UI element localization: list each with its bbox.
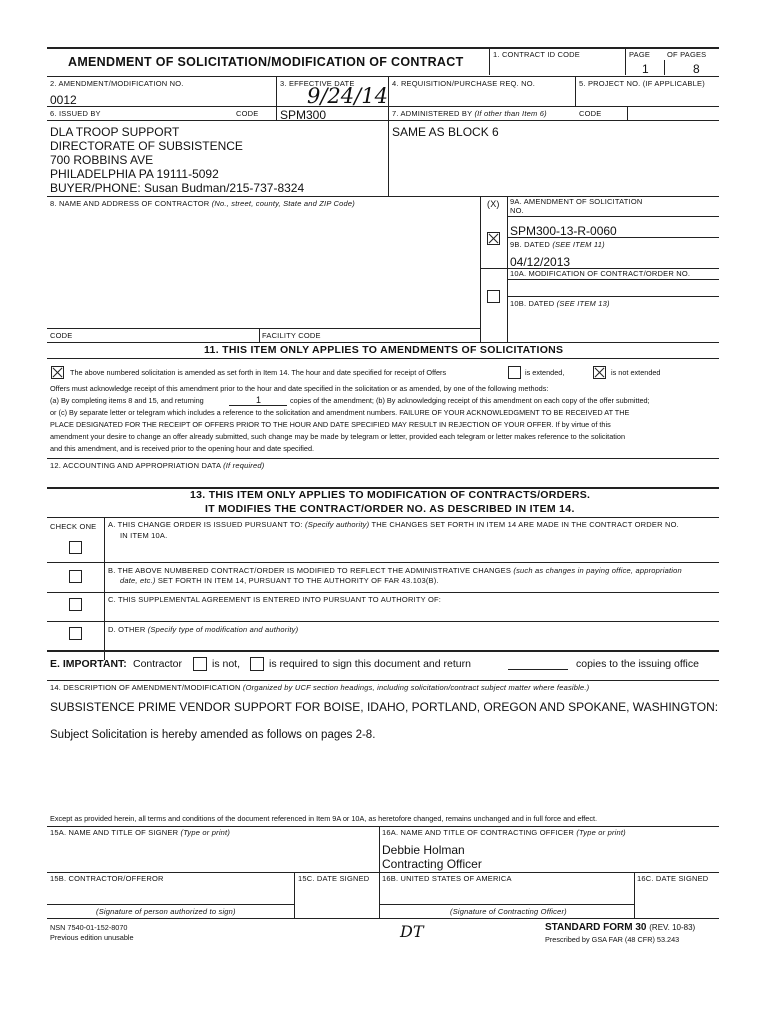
divider (634, 872, 635, 918)
form-title: AMENDMENT OF SOLICITATION/MODIFICATION OF CONTRACT (68, 55, 464, 69)
row-line (47, 76, 719, 77)
row-line (507, 296, 719, 297)
item-13c-checkbox[interactable] (69, 598, 82, 611)
admin-code-label: CODE (579, 109, 602, 118)
contractor-signature-line (47, 904, 294, 905)
page-number: 1 (642, 62, 649, 76)
issued-code: SPM300 (280, 108, 327, 122)
item-11-line-5: PLACE DESIGNATED FOR THE RECEIPT OF OFFERS PRIOR TO THE HOUR AND DATE SPECIFIED MAY RESULT IN REJECTION OF YOUR OFFER. If by virtue of this (50, 420, 611, 429)
contract-id-label: 1. CONTRACT ID CODE (493, 50, 581, 59)
solicitation-number: SPM300-13-R-0060 (510, 224, 617, 238)
standard-form: STANDARD FORM 30 (REV. 10-83) (545, 922, 696, 933)
total-pages: 8 (693, 62, 700, 76)
item-11-line-2: Offers must acknowledge receipt of this amendment prior to the hour and date specified in the solicitation or as amended, by one of the following methods: (50, 384, 549, 393)
item-13d-checkbox[interactable] (69, 627, 82, 640)
officer-signature-caption: (Signature of Contracting Officer) (450, 907, 567, 916)
copies-to-text: copies to the issuing office (576, 658, 699, 670)
is-required-checkbox[interactable] (250, 657, 264, 671)
item-11-line-1: The above numbered solicitation is amended as set forth in Item 14. The hour and date specified for receipt of Offers (70, 368, 447, 377)
item-13a-label: A. THIS CHANGE ORDER IS ISSUED PURSUANT TO: (Specify authority) THE CHANGES SET FORTH IN ITEM 14 ARE MADE IN THE CONTRACT ORDER NO. (108, 520, 679, 529)
description-line-2: Subject Solicitation is hereby amended as follows on pages 2-8. (50, 729, 376, 741)
divider (664, 60, 665, 75)
administered-by-label: 7. ADMINISTERED BY (If other than Item 6) (392, 109, 547, 118)
row-line (507, 279, 719, 280)
extended-label: is extended, (525, 368, 565, 377)
administered-by-value: SAME AS BLOCK 6 (392, 125, 499, 139)
extended-checkbox[interactable] (508, 366, 521, 379)
signer-name-label: 15A. NAME AND TITLE OF SIGNER (Type or print) (50, 828, 231, 837)
officer-name-label: 16A. NAME AND TITLE OF CONTRACTING OFFICER (Type or print) (382, 828, 626, 837)
previous-edition: Previous edition unusable (50, 933, 134, 942)
amendment-no: 0012 (50, 93, 77, 107)
item-13-heading-1: 13. THIS ITEM ONLY APPLIES TO MODIFICATION OF CONTRACTS/ORDERS. (190, 489, 591, 501)
item-13b-checkbox[interactable] (69, 570, 82, 583)
nsn-number: NSN 7540-01-152-8070 (50, 923, 128, 932)
issued-by-label: 6. ISSUED BY (50, 109, 101, 118)
contractor-code-label: CODE (50, 331, 73, 340)
row-line (47, 106, 719, 107)
description-line-1: SUBSISTENCE PRIME VENDOR SUPPORT FOR BOISE, IDAHO, PORTLAND, OREGON AND SPOKANE, WASHINGTON: (50, 700, 719, 714)
contractor-date-signed-label: 15C. DATE SIGNED (298, 874, 370, 883)
top-border (47, 47, 719, 49)
divider (507, 196, 508, 342)
item-13a-line-2: IN ITEM 10A. (120, 531, 168, 540)
accounting-label: 12. ACCOUNTING AND APPROPRIATION DATA (If required) (50, 461, 265, 470)
officer-name: Debbie Holman (382, 843, 465, 857)
row-line (47, 872, 719, 873)
is-not-text: is not, (212, 658, 241, 670)
row-line (47, 562, 719, 563)
copies-count: 1 (256, 395, 262, 405)
effective-date: 9/24/14 (307, 84, 388, 108)
divider (627, 106, 628, 120)
item-11-line-6: amendment your desire to change an offer already submitted, such change may be made by telegram or letter, provided each telegram or letter makes reference to the solicitation (50, 432, 626, 441)
amended-checkbox[interactable] (51, 366, 64, 379)
divider (294, 872, 295, 918)
important-label: E. IMPORTANT: (50, 658, 127, 670)
project-no-label: 5. PROJECT NO. (IF APPLICABLE) (579, 79, 705, 88)
row-line (47, 120, 719, 121)
item-9a-label-2: NO. (510, 206, 524, 215)
row-line (47, 621, 719, 622)
row-line (47, 826, 719, 827)
requisition-label: 4. REQUISITION/PURCHASE REQ. NO. (392, 79, 536, 88)
item-9b-label: 9B. DATED (SEE ITEM 11) (510, 240, 605, 249)
of-pages-label: OF PAGES (667, 50, 707, 59)
contractor-text: Contractor (133, 658, 183, 670)
item-13d-label: D. OTHER (Specify type of modification and authority) (108, 625, 299, 634)
prescribed-by: Prescribed by GSA FAR (48 CFR) 53.243 (545, 935, 680, 944)
item-13b-label: B. THE ABOVE NUMBERED CONTRACT/ORDER IS MODIFIED TO REFLECT THE ADMINISTRATIVE CHANGES (such as changes in paying office, appropriation (108, 566, 682, 575)
row-line (47, 358, 719, 359)
divider (104, 517, 105, 660)
row-line (507, 216, 719, 217)
contractor-signature-caption: (Signature of person authorized to sign) (96, 907, 236, 916)
facility-code-label: FACILITY CODE (262, 331, 321, 340)
item-11-line-3b: copies of the amendment; (b) By acknowledging receipt of this amendment on each copy of the offer submitted; (290, 396, 650, 405)
copies-return-blank (508, 669, 568, 670)
is-not-checkbox[interactable] (193, 657, 207, 671)
item-13a-checkbox[interactable] (69, 541, 82, 554)
item-9-checkbox[interactable] (487, 232, 500, 245)
divider (575, 76, 576, 106)
item-9a-label: 9A. AMENDMENT OF SOLICITATION (510, 197, 643, 206)
check-one-label: CHECK ONE (50, 522, 97, 531)
not-extended-checkbox[interactable] (593, 366, 606, 379)
divider (489, 47, 490, 75)
divider (388, 76, 389, 120)
item-11-heading: 11. THIS ITEM ONLY APPLIES TO AMENDMENTS OF SOLICITATIONS (204, 344, 564, 356)
row-line (47, 680, 719, 681)
row-line (507, 237, 719, 238)
row-line (47, 458, 719, 459)
officer-title: Contracting Officer (382, 857, 482, 871)
item-11-line-3a: (a) By completing items 8 and 15, and returning (50, 396, 204, 405)
divider (259, 328, 260, 342)
item-13c-label: C. THIS SUPPLEMENTAL AGREEMENT IS ENTERED INTO PURSUANT TO AUTHORITY OF: (108, 595, 442, 604)
row-line (47, 650, 719, 652)
not-extended-label: is not extended (611, 368, 661, 377)
issuer-line: 700 ROBBINS AVE (50, 153, 154, 167)
solicitation-date: 04/12/2013 (510, 255, 571, 269)
issuer-line: BUYER/PHONE: Susan Budman/215-737-8324 (50, 181, 305, 195)
row-line (47, 918, 719, 919)
amendment-no-label: 2. AMENDMENT/MODIFICATION NO. (50, 79, 184, 88)
item-10a-label: 10A. MODIFICATION OF CONTRACT/ORDER NO. (510, 269, 691, 278)
except-statement: Except as provided herein, all terms and conditions of the document referenced in Item 9A or 10A, as heretofore changed, remains unchanged and in full force and effect. (50, 814, 598, 823)
is-required-text: is required to sign this document and return (269, 658, 471, 670)
divider (480, 196, 481, 342)
issuer-line: PHILADELPHIA PA 19111-5092 (50, 167, 219, 181)
issuer-line: DLA TROOP SUPPORT (50, 125, 180, 139)
page-label: PAGE (629, 50, 651, 59)
row-line (47, 517, 719, 518)
divider (276, 76, 277, 120)
issuer-line: DIRECTORATE OF SUBSISTENCE (50, 139, 243, 153)
item-10b-label: 10B. DATED (SEE ITEM 13) (510, 299, 610, 308)
officer-signature-line (379, 904, 634, 905)
divider (388, 120, 389, 196)
contractor-offeror-label: 15B. CONTRACTOR/OFFEROR (50, 874, 164, 883)
usa-label: 16B. UNITED STATES OF AMERICA (382, 874, 512, 883)
item-11-line-4: or (c) By separate letter or telegram which includes a reference to the solicitation and amendment numbers. FAILURE OF YOUR ACKNOWLEDGMENT TO BE RECEIVED AT THE (50, 408, 630, 417)
x-column-label: (X) (487, 199, 500, 209)
item-11-line-7: and this amendment, and is received prior to the opening hour and date specified. (50, 444, 315, 453)
row-line (47, 592, 719, 593)
item-14-label: 14. DESCRIPTION OF AMENDMENT/MODIFICATION (Organized by UCF section headings, including solicitation/contract subject matter where feasible.) (50, 683, 590, 692)
divider (625, 47, 626, 75)
item-13b-line-2: date, etc.) SET FORTH IN ITEM 14, PURSUANT TO THE AUTHORITY OF FAR 43.103(B). (120, 576, 439, 585)
issued-code-label: CODE (236, 109, 259, 118)
officer-date-signed-label: 16C. DATE SIGNED (637, 874, 709, 883)
row-line (47, 342, 719, 343)
handwritten-initials: DT (400, 922, 424, 941)
item-13-heading-2: IT MODIFIES THE CONTRACT/ORDER NO. AS DESCRIBED IN ITEM 14. (205, 503, 575, 515)
effective-date-label: 3. EFFECTIVE DATE (280, 79, 355, 88)
row-line (47, 328, 480, 329)
item-10-checkbox[interactable] (487, 290, 500, 303)
contractor-label: 8. NAME AND ADDRESS OF CONTRACTOR (No., street, county, State and ZIP Code) (50, 199, 355, 208)
